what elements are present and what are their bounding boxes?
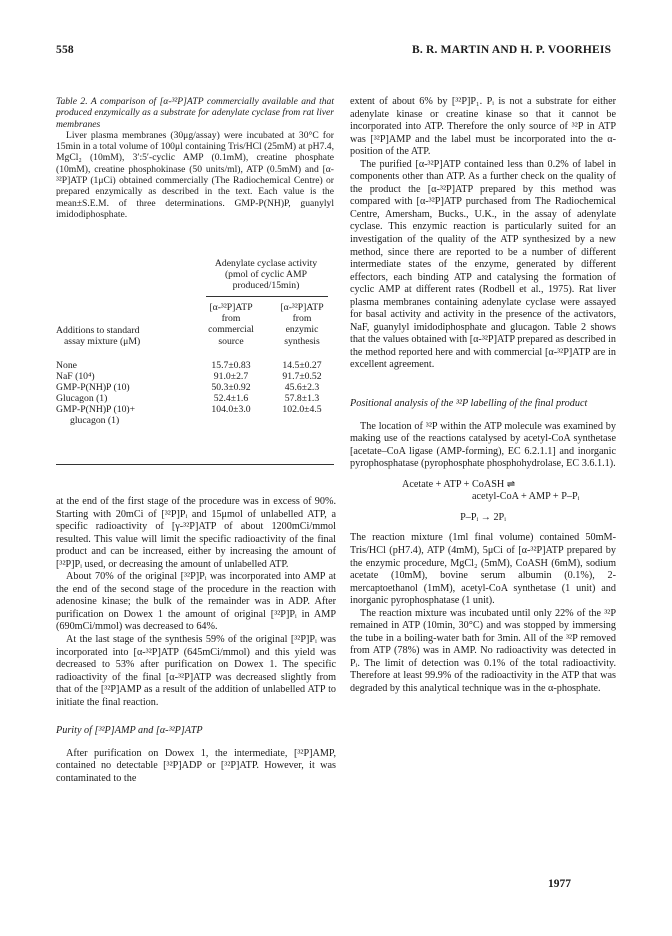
table-cell: 102.0±4.5 — [282, 404, 322, 415]
section-heading: Positional analysis of the ³²P labelling of the final product — [350, 398, 588, 410]
footer-page-number: 1977 — [548, 878, 571, 890]
col2-header-line: synthesis — [284, 335, 320, 347]
paragraph: extent of about 6% by [³²P]P₁. Pᵢ is not a substrate for either adenylate kinase or creatine kinase so that it cannot be incorporated into ATP. Therefore the only source of ³²P in ATP was [³²P]AMP and the label must be incorporated into the α-position of the ATP. — [350, 96, 616, 158]
table-bottom-rule — [56, 464, 334, 465]
col1-header-line: source — [218, 335, 244, 347]
paragraph: About 70% of the original [³²P]Pᵢ was incorporated into AMP at the end of the second stage of the procedure in the reaction with adenosine kinase; the bulk of the remainder was in ADP. After purification on Dowex 1 the amount of original [³²P]Pᵢ in AMP (690mCi/mmol) was decreased to 64%. — [56, 571, 336, 633]
table-row — [56, 404, 135, 415]
table-caption-title: Table 2. A comparison of [α-³²P]ATP commercially available and that produced enzymically as a substrate for adenylate cyclase from rat liver membranes — [56, 96, 334, 130]
equation-2: P–Pᵢ → 2Pᵢ — [460, 511, 506, 523]
table-caption — [56, 96, 334, 220]
row-header-line: Additions to standard — [56, 325, 140, 336]
group-header-line: produced/15min) — [232, 280, 300, 292]
paragraph: The reaction mixture (1ml final volume) contained 50mM-Tris/HCl (pH7.4), ATP (4mM), 5μCi of [α-³²P]ATP prepared by the enzymic procedure, MgCl₂ (5mM), CoASH (6mM), sodium acetate (10mM), bovine serum albumin (0.1%), 2-mercaptoethanol (1mM), acetyl-CoA synthetase (1 unit) and inorganic pyrophosphatase (1 unit). — [350, 532, 616, 607]
table-row — [70, 415, 119, 426]
paragraph: at the end of the first stage of the procedure was in excess of 90%. Starting with 20mCi of [³²P]Pᵢ and 15μmol of unlabelled ATP, a specific radioactivity of [γ-³²P]ATP of about 1200mCi/mmol resulted. This value will limit the specific radioactivity of the final product and can be increased, either by increasing the amount of [³²P]Pᵢ used, or decreasing the amount of unlabelled ATP. — [56, 496, 336, 570]
table-cell: 104.0±3.0 — [211, 404, 251, 415]
group-rule — [206, 296, 328, 297]
col2-header — [262, 302, 342, 347]
group-header-line: Adenylate cyclase activity — [214, 258, 318, 269]
table-cell: 91.0±2.7 — [213, 371, 249, 382]
table-caption-body: Liver plasma membranes (30μg/assay) were incubated at 30°C for 15min in a total volume of 100μl containing Tris/HCl (25mM) at pH7.4, MgCl₂ (10mM), 3′:5′-cyclic AMP (0.1mM), creatine phosphate (10mM), creatine phosphokinase (50 units/ml), ATP (0.5mM) and [α-³²P]ATP (1μCi) obtained commercially (The Radiochemical Centre) or prepared enzymically as described in the text. Each value is the mean±S.E.M. of three determinations. GMP-P(NH)P, guanylyl imidodiphosphate. — [56, 129, 334, 220]
table-cell: 52.4±1.6 — [213, 393, 249, 404]
col2-header-line: from — [292, 313, 312, 325]
table-cell: 91.7±0.52 — [282, 371, 322, 382]
col2-header-line: enzymic — [285, 324, 319, 336]
table-cell: 45.6±2.3 — [284, 382, 320, 393]
row-label: GMP-P(NH)P (10) — [56, 382, 130, 393]
row-label: Glucagon (1) — [56, 393, 108, 404]
table-row — [56, 371, 95, 382]
table-cell: 50.3±0.92 — [211, 382, 251, 393]
row-header-line: assay mixture (μM) — [64, 336, 141, 348]
paragraph: After purification on Dowex 1, the intermediate, [³²P]AMP, contained no detectable [³²P]ADP or [³²P]ATP. However, it was contaminated to the — [56, 747, 336, 784]
left-column-text — [56, 496, 336, 785]
table-2 — [56, 258, 336, 438]
table-row — [56, 360, 77, 371]
col1-header-line: [α-³²P]ATP — [209, 302, 253, 313]
row-label: None — [56, 360, 77, 371]
paragraph: The location of ³²P within the ATP molecule was examined by making use of the reactions catalysed by acetyl-CoA synthetase [acetate–CoA ligase (AMP-forming), EC 6.2.1.1] and inorganic pyrophosphatase (pyrophosphate phosphohydrolase, EC 3.6.1.1). — [350, 420, 616, 470]
col1-header-line: commercial — [208, 324, 254, 336]
group-header — [196, 258, 336, 292]
row-label: glucagon (1) — [70, 415, 120, 426]
row-header — [56, 325, 140, 347]
row-label: NaF (10⁴) — [56, 371, 95, 382]
right-column-text — [350, 96, 616, 696]
equation-line: Acetate + ATP + CoASH ⇌ — [402, 478, 516, 490]
section-heading: Purity of [³²P]AMP and [α-³²P]ATP — [56, 725, 203, 737]
table-row — [56, 382, 130, 393]
table-cell: 57.8±1.3 — [284, 393, 320, 404]
equation-line: acetyl-CoA + AMP + P–Pᵢ — [472, 491, 580, 503]
table-cell: 14.5±0.27 — [282, 360, 322, 371]
row-label: GMP-P(NH)P (10)+ — [56, 404, 136, 415]
running-title: B. R. MARTIN AND H. P. VOORHEIS — [412, 44, 612, 56]
paragraph: The purified [α-³²P]ATP contained less than 0.2% of label in components other than ATP. As a further check on the quality of the product the [α-³²P]ATP prepared by this method was compared with [α-³²P]ATP purchased from The Radiochemical Centre, Amersham, Bucks., U.K., in the assay of adenylate cyclase. This enzymic reaction is particularly suited for an investigation of the quality of the ATP synthesized by a new method, since there are reported to be a number of different intermediate states of the enzyme, generated by different effectors, each binding ATP and catalysing the formation of cyclic AMP at different rates (Rodbell et al., 1975). Rat liver plasma membranes containing adenylate cyclase were assayed for basal activity and activity in the presence of the activators, NaF, guanylyl imidodiphosphate and glucagon. Table 2 shows that the values obtained with [α-³²P]ATP prepared as described in the method reported here and with commercial [α-³²P]ATP are in excellent agreement. — [350, 158, 616, 371]
table-row — [56, 393, 107, 404]
page-number: 558 — [56, 44, 74, 56]
equation-1 — [350, 479, 616, 504]
group-header-line: (pmol of cyclic AMP — [224, 269, 308, 281]
col1-header-line: from — [221, 313, 241, 325]
col2-header-line: [α-³²P]ATP — [280, 302, 324, 313]
table-cell: 15.7±0.83 — [211, 360, 251, 371]
col1-header — [191, 302, 271, 347]
paragraph: The reaction mixture was incubated until only 22% of the ³²P remained in ATP (10min, 30°C) and was stopped by immersing the tube in a boiling-water bath for 3min. All of the ³²P removed from ATP (78%) was in AMP. No radioactivity was detected in Pᵢ. The limit of detection was 0.1% of the total radioactivity. Therefore at least 99.9% of the radioactivity in the ATP that was degraded by this analytical technique was in the α-phosphate. — [350, 607, 616, 694]
paragraph: At the last stage of the synthesis 59% of the original [³²P]Pᵢ was incorporated into [α-³²P]ATP (645mCi/mmol) and this yield was decreased to 53% after purification on Dowex 1. The specific radioactivity of the final [α-³²P]ATP was decreased slightly from that of the [³²P]AMP as a result of the addition of unlabelled ATP to initiate the final reaction. — [56, 634, 336, 708]
